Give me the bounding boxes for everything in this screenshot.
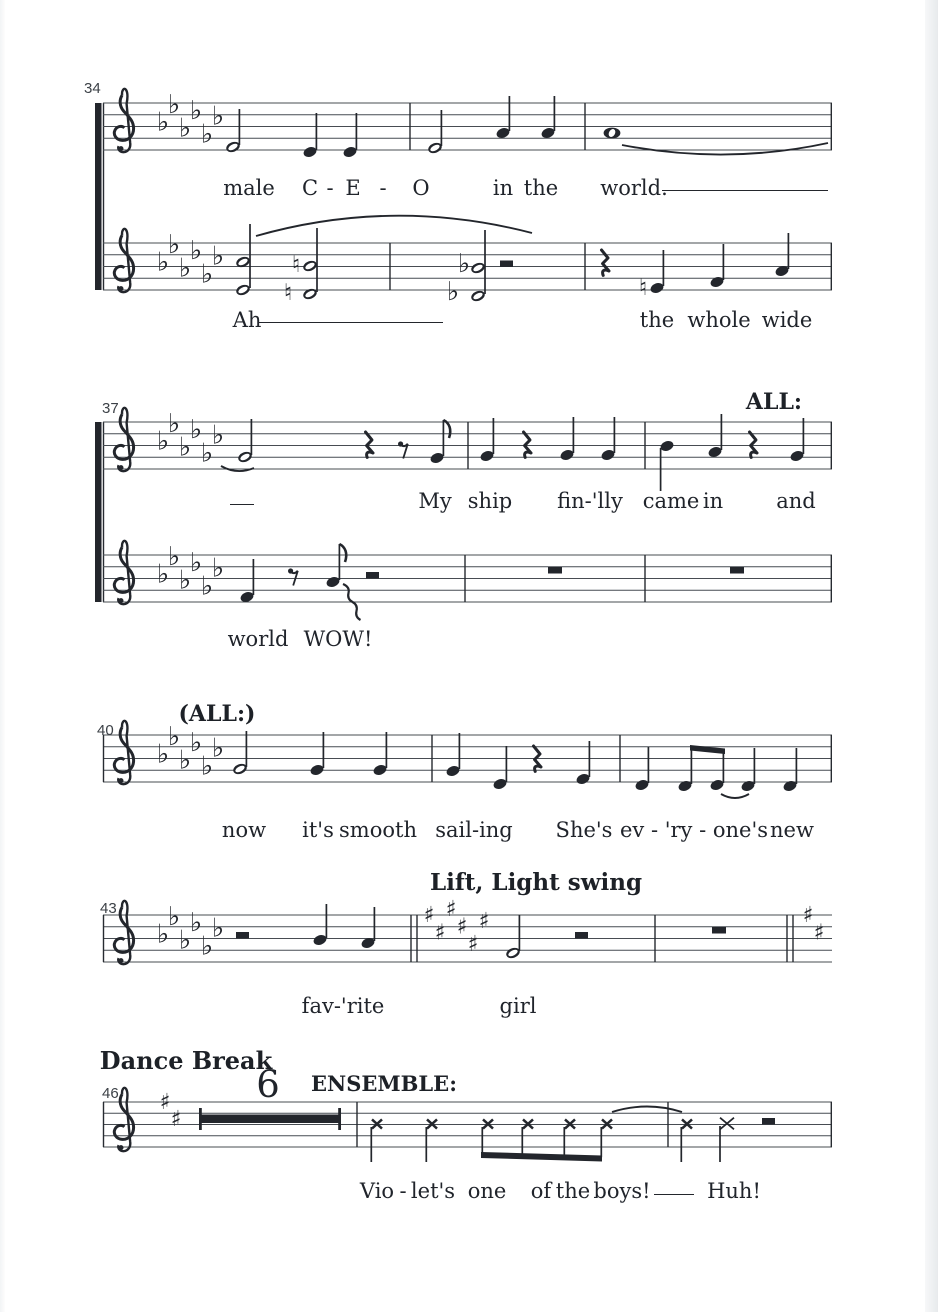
tempo-label: Lift, Light swing [429,869,643,896]
lyric-syllable: whole [687,308,751,332]
notes [221,414,805,491]
sharp-icon: ♯ [434,920,446,946]
flat-icon: ♭ [156,247,170,278]
flat-icon: ♭ [189,547,203,578]
sharp-icon: ♯ [423,903,435,928]
flat-icon: ♭ [200,571,214,602]
lyric-syllable: of [530,1179,552,1203]
treble-clef-icon [114,541,133,604]
lyric-syllable: O [412,176,430,200]
half-rest [236,932,249,939]
flat-icon: ♭ [211,913,225,944]
lyric-hyphen: - [399,1179,407,1203]
system-34 [95,89,832,307]
lyric-syllable: the [555,1179,591,1203]
treble-clef-icon [114,901,133,964]
flat-icon: ♭ [167,541,181,572]
half-rest [762,1118,775,1125]
flat-icon: ♭ [167,721,181,752]
whole-rest [712,927,726,934]
flat-icon: ♭ [167,89,181,120]
lyric-syllable: new [770,818,814,842]
lyric-extender [654,1194,694,1195]
sharp-icon: ♯ [445,897,457,922]
flat-icon: ♭ [211,241,225,272]
treble-clef-icon [114,89,133,152]
courtesy-key-signature [803,903,825,946]
treble-clef-icon [114,721,133,784]
lyric-syllable: E [345,176,361,200]
flat-icon: ♭ [178,925,192,956]
lyric-syllable: fav-'rite [301,994,385,1018]
lyric-syllable: fin-'lly [557,489,623,513]
flat-icon: ♭ [211,420,225,451]
lyric-syllable: the [523,176,559,200]
staff-lines [103,1102,832,1147]
multimeasure-rest [199,1108,341,1130]
flat-icon: ♭ [178,113,192,144]
sharp-icon: ♯ [467,932,479,957]
lyric-hyphen: - [326,176,334,200]
treble-clef-icon [114,229,133,292]
slur [256,216,532,236]
lyric-syllable: smooth [339,818,417,842]
flat-icon: ♭ [178,432,192,463]
flat-icon: ♭ [211,553,225,584]
eighth-rest [288,568,298,585]
notes [225,96,828,159]
open-x-notehead [720,1118,734,1130]
flat-icon: ♭ [189,414,203,445]
natural-icon: ♮ [638,275,648,301]
system-barline [95,422,102,602]
flat-icon: ♭ [156,107,170,138]
lyric-syllable: ship [467,489,513,513]
lyric-syllable: boys! [593,1179,651,1203]
flat-icon: ♭ [156,919,170,950]
eighth-flag [443,420,450,438]
lyric-syllable: C [301,176,319,200]
system-40 [103,721,832,798]
whole-rest [548,567,562,574]
notes [235,216,790,307]
sharp-icon: ♯ [813,920,825,946]
tie [622,143,828,155]
lyric-syllable: She's [555,818,613,842]
flat-icon: ♭ [200,119,214,150]
multirest-count: 6 [256,1063,280,1106]
voice-label-all-paren: (ALL:) [178,701,256,727]
lyric-syllable: sail-ing [435,818,513,842]
key-signature-flats [157,722,224,781]
lyric-hyphen: - [379,176,387,200]
key-signature-flats [157,542,224,601]
flat-icon: ♭ [156,739,170,770]
flat-icon: ♭ [189,95,203,126]
key-signature-flats [157,409,224,468]
key-signature-sharps [160,1090,182,1132]
system-37 [95,408,832,620]
lyric-extender [258,322,443,323]
measure-number: 46 [102,1085,119,1102]
lyric-syllable: one [467,1179,507,1203]
flat-icon: ♭ [156,559,170,590]
measure-number: 37 [102,400,119,417]
flat-icon: ♭ [446,277,460,307]
natural-icon: ♮ [283,280,293,306]
flat-icon: ♭ [156,426,170,457]
lyric-syllable: My [418,489,452,513]
tie [612,1107,682,1113]
key-signature-flats [157,90,224,149]
lyric-syllable: and [776,489,816,513]
flat-icon: ♭ [211,733,225,764]
half-rest [575,932,588,939]
tie [721,794,749,798]
lyric-syllable: came [642,489,700,513]
quarter-rest [366,432,374,457]
lyric-syllable: let's [410,1179,456,1203]
quarter-rest [750,432,758,457]
lyric-syllable: ev - 'ry - one's [619,818,769,842]
flat-icon: ♭ [200,751,214,782]
system-barline [95,103,102,290]
natural-icon: ♮ [291,252,301,278]
flat-icon: ♭ [178,253,192,284]
measure-number: 34 [84,80,101,97]
flat-icon: ♭ [167,901,181,932]
lyric-syllable: in [702,489,724,513]
lyric-extender [662,190,828,191]
whole-rest [730,567,744,574]
sharp-icon: ♯ [478,909,490,934]
lyric-syllable: now [221,818,267,842]
system-46 [103,1088,832,1162]
flat-icon: ♭ [200,438,214,469]
lyric-syllable: WOW! [303,627,373,651]
flat-icon: ♭ [178,745,192,776]
sharp-icon: ♯ [802,903,814,928]
ensemble-label: ENSEMBLE: [311,1071,457,1096]
half-rest [500,261,513,268]
flat-icon: ♭ [189,235,203,266]
lyric-syllable: Vio [359,1179,395,1203]
quarter-rest [602,250,610,275]
key-signature-flats [157,230,224,289]
lyric-extender [230,504,254,505]
lyric-syllable: male [223,176,275,200]
lyric-syllable: in [492,176,514,200]
lyric-syllable: world. [600,176,668,200]
lyric-syllable: Ah [232,308,262,332]
flat-icon: ♭ [457,249,471,279]
lyric-syllable: it's [302,818,334,842]
measure-number: 43 [100,900,117,917]
eighth-flag [339,544,346,562]
flat-icon: ♭ [178,565,192,596]
measure-number: 40 [97,722,114,739]
section-label: Dance Break [99,1046,273,1075]
lyric-syllable: the [639,308,675,332]
treble-clef-icon [114,408,133,471]
quarter-rest [524,432,532,457]
half-rest [366,572,379,579]
flat-icon: ♭ [167,229,181,260]
lyric-syllable: wide [761,308,813,332]
lyric-syllable: Huh! [707,1179,761,1203]
voice-label-all: ALL: [745,389,803,415]
flat-icon: ♭ [200,259,214,290]
beam [481,1152,602,1162]
system-43 [103,897,832,964]
sharp-icon: ♯ [456,914,468,940]
sharp-icon: ♯ [159,1090,171,1115]
sharp-icon: ♯ [170,1107,182,1132]
flat-icon: ♭ [167,408,181,439]
flat-icon: ♭ [189,907,203,938]
lyric-syllable: girl [499,994,537,1018]
notes [371,1107,775,1163]
eighth-rest [398,441,408,458]
key-signature-sharps [424,897,490,957]
key-signature-flats [157,902,224,961]
flat-icon: ♭ [200,931,214,962]
flat-icon: ♭ [211,101,225,132]
flat-icon: ♭ [189,727,203,758]
notes [232,731,798,798]
lyric-syllable: world [227,627,289,651]
